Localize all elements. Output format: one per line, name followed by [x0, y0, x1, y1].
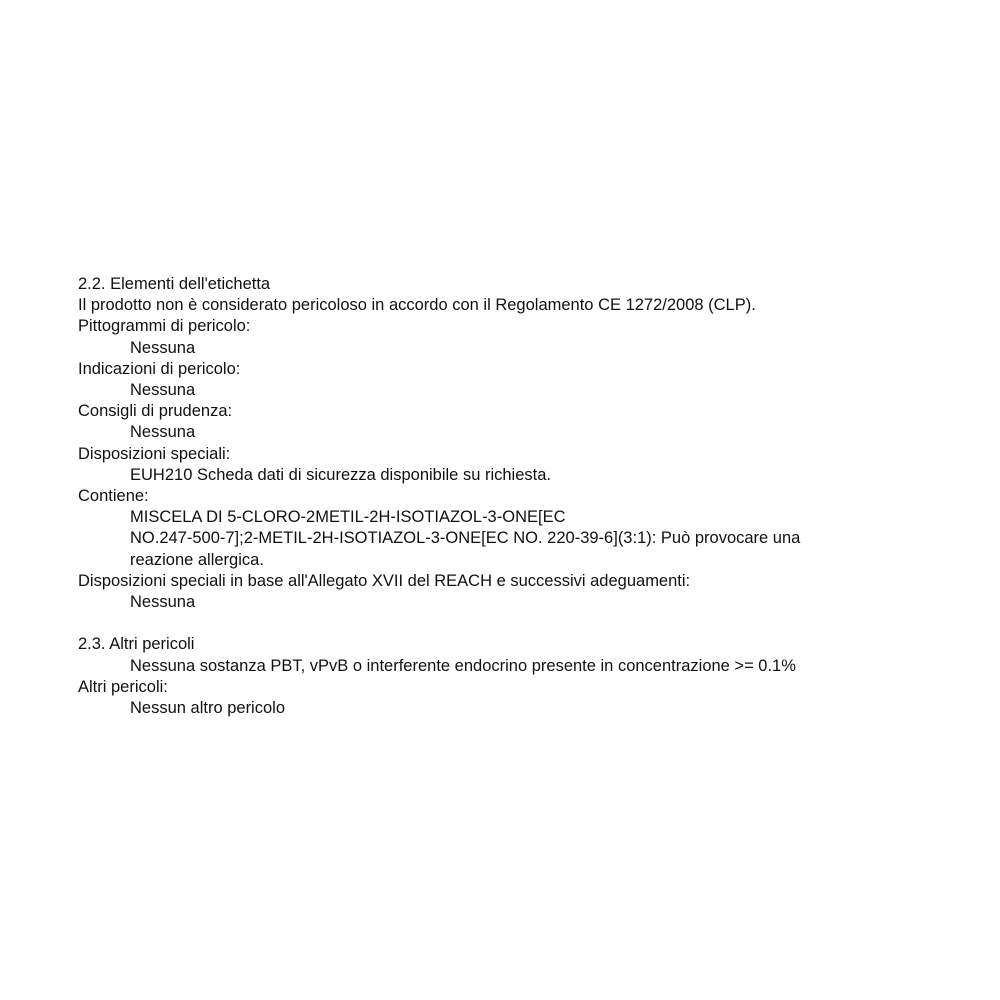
hazard-statements-value: Nessuna — [130, 381, 196, 400]
reach-provisions-value: Nessuna — [130, 593, 196, 612]
precautionary-statements-value: Nessuna — [130, 423, 196, 442]
section-2-2-title: 2.2. Elementi dell'etichetta — [78, 275, 271, 293]
hazard-statements-label: Indicazioni di pericolo: — [78, 359, 241, 378]
contains-line: reazione allergica. — [130, 550, 264, 569]
clp-statement: Il prodotto non è considerato pericoloso in accordo con il Regolamento CE 1272/2008 (CLP). — [78, 296, 756, 315]
contains-line: NO.247-500-7];2-METIL-2H-ISOTIAZOL-3-ONE[EC NO. 220-39-6](3:1): Può provocare una — [130, 529, 801, 548]
section-spacer — [78, 613, 978, 634]
special-provisions-label: Disposizioni speciali: — [78, 444, 231, 463]
pictograms-label: Pittogrammi di pericolo: — [78, 317, 251, 336]
contains-line: MISCELA DI 5-CLORO-2METIL-2H-ISOTIAZOL-3-ONE[EC — [130, 508, 566, 527]
special-provisions-value: EUH210 Scheda dati di sicurezza disponibile su richiesta. — [130, 465, 551, 484]
pbt-vpvb-statement: Nessuna sostanza PBT, vPvB o interferente endocrino presente in concentrazione >= 0.1% — [130, 656, 796, 675]
precautionary-statements-label: Consigli di prudenza: — [78, 402, 233, 421]
sds-document — [78, 274, 978, 719]
contains-label: Contiene: — [78, 487, 149, 506]
other-hazards-value: Nessun altro pericolo — [130, 699, 285, 718]
reach-provisions-label: Disposizioni speciali in base all'Allegato XVII del REACH e successivi adeguamenti: — [78, 571, 691, 590]
pictograms-value: Nessuna — [130, 338, 196, 357]
section-2-3-title: 2.3. Altri pericoli — [78, 635, 195, 654]
other-hazards-label: Altri pericoli: — [78, 677, 168, 696]
